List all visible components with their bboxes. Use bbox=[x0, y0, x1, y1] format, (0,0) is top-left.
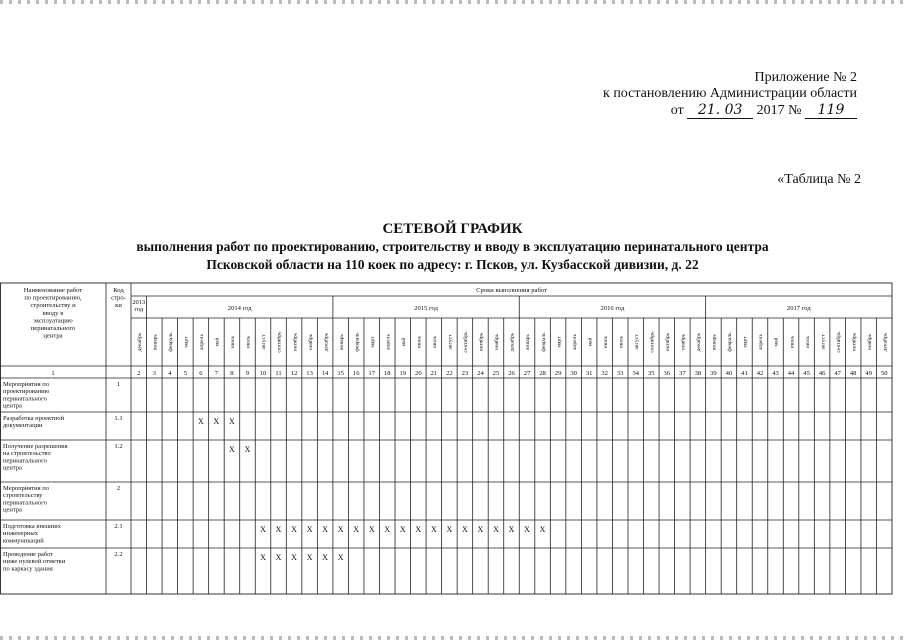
row-name: документации bbox=[3, 422, 43, 430]
date-year: 2017 № bbox=[756, 103, 802, 118]
schedule-mark: X bbox=[524, 525, 530, 534]
month-label: март bbox=[556, 336, 563, 348]
row-code: 1 bbox=[116, 381, 121, 388]
column-number: 50 bbox=[880, 370, 888, 377]
column-number: 15 bbox=[337, 370, 344, 377]
column-number: 31 bbox=[585, 370, 593, 377]
month-label: апрель bbox=[385, 333, 392, 351]
schedule-mark: X bbox=[353, 525, 360, 534]
row-name: коммуникаций bbox=[3, 537, 44, 545]
row-code: 1.2 bbox=[114, 443, 123, 450]
month-label: январь bbox=[338, 334, 345, 350]
column-number: 47 bbox=[834, 370, 841, 377]
schedule-mark: X bbox=[306, 553, 313, 562]
month-label: ноябрь bbox=[494, 333, 501, 351]
row-name: перинатального bbox=[3, 499, 47, 507]
month-label: март bbox=[369, 336, 376, 348]
month-label: ноябрь bbox=[307, 333, 314, 351]
name-column-header: эксплуатацию bbox=[33, 317, 73, 325]
column-number: 33 bbox=[616, 370, 624, 377]
month-label: апрель bbox=[571, 333, 578, 351]
column-number: 7 bbox=[214, 370, 219, 377]
schedule-mark: X bbox=[322, 553, 329, 562]
month-label: февраль bbox=[168, 332, 175, 352]
month-label: сентябрь bbox=[276, 331, 283, 353]
year-label: 2016 год bbox=[600, 305, 625, 312]
column-number: 12 bbox=[290, 370, 298, 377]
name-column-header: перинатального bbox=[30, 325, 76, 332]
column-number: 19 bbox=[399, 370, 407, 377]
column-number: 36 bbox=[663, 370, 671, 377]
column-number: 44 bbox=[787, 370, 795, 377]
month-label: февраль bbox=[354, 332, 361, 352]
column-number: 43 bbox=[772, 370, 779, 377]
column-number: 2 bbox=[137, 370, 141, 377]
schedule-mark: X bbox=[213, 417, 220, 426]
column-number: 3 bbox=[152, 370, 156, 377]
row-name: проектированию bbox=[3, 388, 50, 396]
month-label: сентябрь bbox=[463, 331, 470, 353]
column-number: 34 bbox=[632, 370, 640, 377]
column-number: 23 bbox=[461, 370, 469, 377]
schedule-mark: X bbox=[275, 553, 282, 562]
decree-line: к постановлению Администрации области bbox=[603, 86, 857, 101]
column-number: 5 bbox=[183, 370, 188, 377]
month-label: август bbox=[633, 334, 640, 350]
month-label: сентябрь bbox=[649, 331, 656, 353]
column-number: 13 bbox=[306, 370, 313, 377]
schedule-mark: X bbox=[229, 417, 235, 426]
year-label: 2013 bbox=[132, 299, 146, 306]
month-label: октябрь bbox=[665, 332, 672, 352]
column-number: 48 bbox=[849, 370, 857, 377]
month-label: август bbox=[447, 334, 454, 350]
row-name: перинатального bbox=[3, 457, 47, 465]
column-number: 11 bbox=[275, 370, 282, 377]
schedule-mark: X bbox=[291, 553, 297, 562]
schedule-mark: X bbox=[291, 525, 297, 534]
code-column-header: ки bbox=[115, 302, 122, 310]
date-handwritten: 21. 03 bbox=[687, 102, 753, 119]
name-column-header: по проектированию, bbox=[24, 294, 82, 302]
row-name: центра bbox=[3, 464, 22, 472]
row-code: 2.1 bbox=[114, 523, 123, 530]
schedule-mark: X bbox=[322, 525, 329, 534]
row-code: 2 bbox=[116, 485, 121, 492]
column-number: 17 bbox=[368, 370, 376, 377]
column-number: 18 bbox=[383, 370, 391, 377]
code-column-header: Код bbox=[113, 287, 124, 294]
row-code: 1.1 bbox=[114, 415, 123, 422]
month-label: май bbox=[587, 337, 594, 347]
column-number: 35 bbox=[647, 370, 655, 377]
column-number: 45 bbox=[803, 370, 810, 377]
row-name: Получение разрешения bbox=[3, 443, 68, 450]
schedule-mark: X bbox=[229, 445, 235, 454]
row-name: инженерных bbox=[3, 530, 38, 538]
month-label: июнь bbox=[789, 335, 796, 349]
column-number: 39 bbox=[710, 370, 717, 377]
month-label: апрель bbox=[758, 333, 765, 351]
schedule-mark: X bbox=[477, 525, 484, 534]
appendix-line: Приложение № 2 bbox=[754, 70, 857, 85]
row-name: на строительство bbox=[3, 450, 51, 458]
schedule-mark: X bbox=[244, 445, 251, 454]
column-number: 9 bbox=[245, 370, 250, 377]
row-name: центра bbox=[3, 506, 22, 514]
column-number: 21 bbox=[430, 370, 438, 377]
month-label: октябрь bbox=[292, 332, 299, 352]
row-name: Проведение работ bbox=[3, 551, 54, 558]
code-column-header: стро- bbox=[111, 294, 126, 302]
column-number: 32 bbox=[601, 370, 608, 377]
row-name: перинатального bbox=[3, 395, 47, 403]
column-number: 37 bbox=[679, 370, 686, 377]
column-number: 8 bbox=[230, 370, 234, 377]
schedule-mark: X bbox=[399, 525, 406, 534]
doc-title: СЕТЕВОЙ ГРАФИК bbox=[382, 221, 523, 237]
column-number: 30 bbox=[570, 370, 577, 377]
month-label: декабрь bbox=[882, 332, 889, 352]
column-number: 1 bbox=[51, 370, 55, 377]
month-label: июнь bbox=[416, 335, 423, 349]
schedule-mark: X bbox=[430, 525, 437, 534]
schedule-mark: X bbox=[337, 525, 344, 534]
schedule-mark: X bbox=[446, 525, 453, 534]
schedule-mark: X bbox=[539, 525, 546, 534]
month-label: август bbox=[820, 334, 827, 350]
schedule-mark: X bbox=[384, 525, 391, 534]
scan-edge-bottom bbox=[0, 636, 905, 640]
column-number: 49 bbox=[865, 370, 873, 377]
column-number: 24 bbox=[477, 370, 484, 377]
row-name: по каркасу здания bbox=[3, 565, 53, 573]
column-number: 29 bbox=[554, 370, 562, 377]
month-label: декабрь bbox=[136, 332, 143, 352]
month-label: июнь bbox=[230, 335, 237, 349]
column-number: 16 bbox=[352, 370, 360, 377]
column-number: 4 bbox=[168, 370, 172, 377]
schedule-mark: X bbox=[415, 525, 422, 534]
column-number: 41 bbox=[741, 370, 748, 377]
schedule-mark: X bbox=[197, 417, 204, 426]
month-label: декабрь bbox=[696, 332, 703, 352]
schedule-mark: X bbox=[508, 525, 515, 534]
name-column-header: вводу в bbox=[42, 309, 64, 317]
column-number: 22 bbox=[446, 370, 453, 377]
month-label: июль bbox=[245, 335, 252, 349]
schedule-mark: X bbox=[368, 525, 375, 534]
row-code: 2.2 bbox=[114, 551, 123, 558]
month-label: май bbox=[214, 337, 221, 347]
month-label: октябрь bbox=[478, 332, 485, 352]
name-column-header: центра bbox=[43, 332, 63, 340]
month-label: октябрь bbox=[851, 332, 858, 352]
month-label: апрель bbox=[199, 333, 206, 351]
table-frame bbox=[1, 283, 893, 594]
month-label: март bbox=[183, 336, 190, 348]
schedule-mark: X bbox=[306, 525, 313, 534]
name-column-header: Наименование работ bbox=[23, 287, 83, 294]
column-number: 26 bbox=[508, 370, 515, 377]
month-label: январь bbox=[152, 334, 159, 350]
row-name: Мероприятия по bbox=[3, 381, 49, 388]
column-number: 42 bbox=[756, 370, 764, 377]
row-name: Мероприятия по bbox=[3, 485, 49, 492]
doc-subtitle-2: Псковской области на 110 коек по адресу: г. Псков, ул. Кузбасской дивизии, д. 22 bbox=[206, 257, 699, 272]
month-label: май bbox=[400, 337, 407, 347]
column-number: 10 bbox=[259, 370, 267, 377]
schedule-mark: X bbox=[260, 553, 266, 562]
year-label: 2017 год bbox=[786, 305, 811, 312]
month-label: июнь bbox=[602, 335, 609, 349]
month-label: декабрь bbox=[509, 332, 516, 352]
row-name: центра bbox=[3, 402, 22, 410]
year-label: 2014 год bbox=[227, 305, 252, 312]
schedule-mark: X bbox=[275, 525, 282, 534]
month-label: февраль bbox=[727, 332, 734, 352]
month-label: март bbox=[742, 336, 749, 348]
schedule-mark: X bbox=[493, 525, 499, 534]
column-number: 25 bbox=[492, 370, 500, 377]
month-label: ноябрь bbox=[866, 333, 873, 351]
month-label: февраль bbox=[540, 332, 547, 352]
row-name: строительству bbox=[3, 492, 43, 500]
year-label: 2015 год bbox=[414, 305, 439, 312]
column-number: 40 bbox=[725, 370, 733, 377]
column-number: 28 bbox=[539, 370, 546, 377]
schedule-mark: X bbox=[260, 525, 266, 534]
name-column-header: строительству и bbox=[30, 302, 76, 310]
month-label: июль bbox=[432, 335, 439, 349]
month-label: январь bbox=[525, 334, 532, 350]
date-prefix: от bbox=[670, 103, 684, 118]
year-label: год bbox=[134, 306, 144, 313]
month-label: январь bbox=[711, 334, 718, 350]
period-header: Сроки выполнения работ bbox=[476, 287, 547, 294]
number-handwritten: 119 bbox=[805, 102, 857, 119]
month-label: сентябрь bbox=[835, 331, 842, 353]
schedule-mark: X bbox=[462, 525, 468, 534]
row-name: Подготовка внешних bbox=[3, 523, 62, 530]
column-number: 38 bbox=[694, 370, 702, 377]
doc-subtitle-1: выполнения работ по проектированию, строительству и вводу в эксплуатацию перинатального центра bbox=[136, 239, 769, 254]
month-label: август bbox=[261, 334, 268, 350]
row-name: ниже нулевой отметки bbox=[3, 558, 66, 566]
column-number: 46 bbox=[818, 370, 826, 377]
month-label: май bbox=[773, 337, 780, 347]
column-number: 20 bbox=[415, 370, 422, 377]
row-name: Разработка проектной bbox=[3, 415, 65, 422]
column-number: 6 bbox=[199, 370, 203, 377]
month-label: июль bbox=[618, 335, 625, 349]
column-number: 14 bbox=[321, 370, 329, 377]
month-label: июль bbox=[804, 335, 811, 349]
month-label: декабрь bbox=[323, 332, 330, 352]
schedule-mark: X bbox=[337, 553, 344, 562]
month-label: ноябрь bbox=[680, 333, 687, 351]
column-number: 27 bbox=[523, 370, 531, 377]
table-ref: «Таблица № 2 bbox=[777, 172, 861, 187]
